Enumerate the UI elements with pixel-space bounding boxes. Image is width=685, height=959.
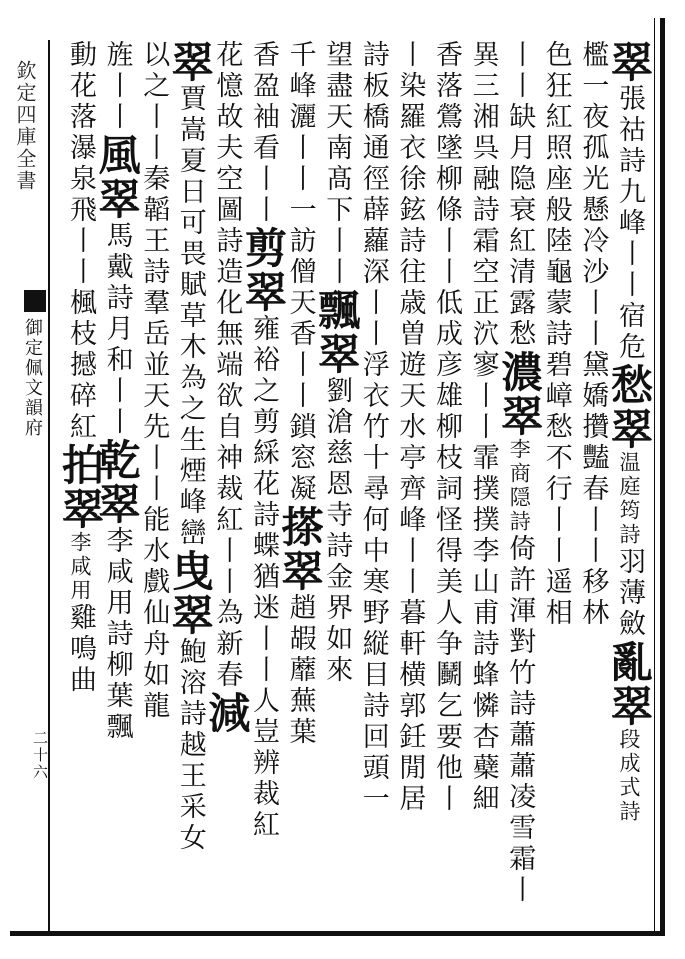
text-run: 劉滄慈恩寺詩金界如來	[321, 376, 353, 686]
text-run: 千峰灑丨丨一訪僧天香丨丨鎖	[284, 40, 316, 443]
text-run: 香落鶯墜柳條丨丨低成彦雄柳枝詞怪得美人争鬭乞要他丨	[431, 40, 462, 815]
text-run: 鮑溶詩越王采女	[174, 637, 206, 854]
headword: 乾翠	[92, 438, 142, 526]
text-run: 温庭筠詩	[617, 451, 641, 547]
text-run: 李咸用	[68, 531, 92, 603]
text-column	[239, 40, 288, 932]
text-run: 丨丨移林	[577, 505, 609, 629]
text-run: 李商隠詩	[507, 438, 532, 534]
text-run: 趙嘏蘼蕪葉	[284, 593, 316, 748]
text-run: 雍裕之剪綵花詩蝶猶迷丨丨人豈辨裁紅	[248, 314, 279, 841]
text-column	[392, 40, 426, 932]
headword: 曳翠	[165, 549, 215, 637]
text-run: 檻一夜孤光懸冷沙	[577, 40, 609, 288]
text-run: 賈嵩夏日可畏賦草木為之生煙峰巒	[174, 84, 206, 549]
text-column	[466, 40, 500, 932]
text-run: 丨丨缺月隐衰紅清露愁	[504, 40, 536, 350]
text-run: 碧嶂愁不行丨丨遥相	[540, 350, 572, 629]
headword: 剪翠	[239, 226, 288, 314]
frame-right-thin-rule	[654, 18, 655, 936]
text-run: 張祜詩九峰丨丨宿危	[614, 84, 645, 363]
text-run: 異三湘呉融詩霜空正泬寥丨丨霏撲撲李山甫詩蜂憐杏蘗細	[467, 40, 499, 815]
text-run: 能水戲仙舟如龍	[138, 505, 170, 722]
text-column	[356, 40, 390, 932]
text-column	[539, 40, 573, 932]
text-column	[429, 40, 463, 932]
text-column	[56, 40, 105, 932]
fold-book-marks: 欽定四庫全書	[13, 60, 37, 192]
text-run: 詩板橋通徑薜蘿深丨丨浮衣竹十尋何中寒野縦目詩回頭一	[357, 40, 389, 815]
text-run: 李咸用詩柳葉飄	[101, 526, 133, 743]
text-run: 丨丨黛嬌攢豔春	[577, 288, 609, 505]
text-run: 段成式詩	[617, 728, 641, 824]
headword: 減	[202, 691, 252, 735]
headword: 拍翠	[56, 443, 105, 531]
headword: 亂翠	[605, 640, 654, 728]
text-run: 望盡天南髙下丨丨	[321, 40, 353, 288]
headword: 濃翠	[495, 350, 545, 438]
text-run: 丨丨楓枝撼碎紅	[65, 226, 96, 443]
text-column	[275, 40, 325, 932]
headword: 搽翠	[275, 505, 325, 593]
frame-right-thick-rule	[660, 18, 665, 936]
text-run: 花憶故夫	[211, 40, 243, 164]
text-run: 倚許渾對竹詩蕭蕭凌雪霜丨	[504, 534, 536, 906]
text-run: 空圖詩造化無端欲自神裁紅丨丨為新春	[211, 164, 243, 691]
text-column	[312, 40, 362, 932]
fold-black-block-icon	[24, 290, 46, 312]
text-run: 羽薄斂	[614, 547, 645, 640]
center-fold-strip	[0, 0, 48, 959]
headword: 翠	[605, 40, 654, 84]
text-run: 窓凝	[284, 443, 316, 505]
headword: 風翠	[92, 133, 142, 221]
text-run: 色狂紅照座般陸龜蒙詩	[540, 40, 572, 350]
fold-page-number: 二十六	[31, 730, 49, 781]
text-run: 馬戴詩月和丨丨	[101, 221, 133, 438]
fold-divider-rule	[48, 40, 50, 935]
text-column	[605, 40, 654, 932]
text-run: 旌丨丨	[101, 40, 133, 133]
text-column	[165, 40, 215, 932]
headword: 愁翠	[605, 363, 654, 451]
headword: 翠	[165, 40, 215, 84]
fold-book-title: 御定佩文韻府	[22, 318, 43, 438]
text-run: 雞鳴曲	[65, 603, 96, 696]
text-run: 動花落瀑泉飛	[65, 40, 96, 226]
headword: 飄翠	[312, 288, 362, 376]
text-run: 香盈袖看丨丨	[248, 40, 279, 226]
text-column	[575, 40, 609, 932]
text-column	[495, 40, 545, 932]
text-column	[202, 40, 252, 932]
text-run: 以之丨丨秦韜王詩羣岳並天先丨丨	[138, 40, 170, 505]
text-run: 丨染羅衣徐鉉詩往歳曽遊天水亭齊峰丨丨暮軒横郭鈓閒居	[394, 40, 426, 815]
